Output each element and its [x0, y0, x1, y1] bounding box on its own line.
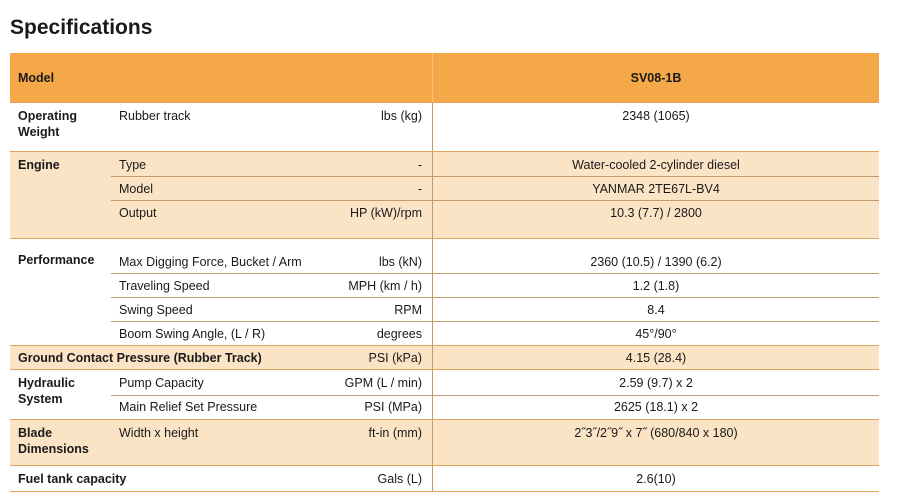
- unit-pump-capacity: GPM (L / min): [344, 376, 422, 390]
- table-header-row: [10, 53, 879, 102]
- unit-blade-dimensions: ft-in (mm): [368, 426, 422, 440]
- header-model-label: Model: [18, 71, 55, 85]
- group-engine: Engine: [18, 158, 60, 172]
- unit-engine-output: HP (kW)/rpm: [350, 206, 422, 220]
- row-blade-dimensions: [10, 419, 879, 465]
- group-operating-weight: Operating Weight: [18, 109, 78, 139]
- value-ground-contact-pressure: 4.15 (28.4): [625, 351, 687, 365]
- row-engine: [10, 151, 879, 238]
- page-title: Specifications: [10, 16, 153, 39]
- value-swing-speed: 8.4: [647, 303, 665, 317]
- unit-boom-swing-angle: degrees: [376, 327, 422, 341]
- value-pump-capacity: 2.59 (9.7) x 2: [619, 376, 693, 390]
- row-performance: [10, 238, 879, 345]
- unit-swing-speed: RPM: [394, 303, 422, 317]
- value-engine-output: 10.3 (7.7) / 2800: [610, 206, 702, 220]
- item-traveling-speed: Traveling Speed: [119, 279, 210, 293]
- item-swing-speed: Swing Speed: [119, 303, 193, 317]
- header-model-value: SV08-1B: [630, 71, 682, 85]
- unit-engine-type: -: [417, 158, 422, 172]
- value-blade-dimensions: 2˝3˝/2˝9˝ x 7˝ (680/840 x 180): [574, 426, 738, 440]
- row-fuel-tank-capacity: [10, 465, 879, 492]
- value-engine-model: YANMAR 2TE67L-BV4: [592, 182, 720, 196]
- value-engine-type: Water-cooled 2-cylinder diesel: [572, 158, 740, 172]
- group-ground-contact-pressure: Ground Contact Pressure (Rubber Track): [18, 351, 262, 365]
- group-fuel-tank-capacity: Fuel tank capacity: [18, 472, 127, 486]
- unit-traveling-speed: MPH (km / h): [348, 279, 422, 293]
- item-boom-swing-angle: Boom Swing Angle, (L / R): [119, 327, 266, 341]
- group-performance: Performance: [18, 253, 95, 267]
- value-traveling-speed: 1.2 (1.8): [632, 279, 680, 293]
- value-max-digging-force: 2360 (10.5) / 1390 (6.2): [590, 255, 722, 269]
- group-hydraulic-system: Hydraulic System: [18, 376, 75, 406]
- item-rubber-track: Rubber track: [119, 109, 191, 123]
- value-boom-swing-angle: 45°/90°: [635, 327, 677, 341]
- unit-max-digging-force: lbs (kN): [378, 255, 422, 269]
- unit-engine-model: -: [417, 182, 422, 196]
- item-main-relief-pressure: Main Relief Set Pressure: [119, 400, 258, 414]
- row-operating-weight: [10, 102, 879, 151]
- item-engine-model: Model: [119, 182, 154, 196]
- value-main-relief-pressure: 2625 (18.1) x 2: [613, 400, 699, 414]
- row-ground-contact-pressure: [10, 345, 879, 369]
- specifications-table: [10, 53, 879, 493]
- item-max-digging-force: Max Digging Force, Bucket / Arm: [119, 255, 302, 269]
- unit-main-relief-pressure: PSI (MPa): [364, 400, 422, 414]
- unit-operating-weight: lbs (kg): [381, 109, 422, 123]
- unit-fuel-tank-capacity: Gals (L): [377, 472, 422, 486]
- value-fuel-tank-capacity: 2.6(10): [636, 472, 676, 486]
- group-blade-dimensions: Blade Dimensions: [18, 426, 89, 456]
- unit-ground-contact-pressure: PSI (kPa): [368, 351, 422, 365]
- item-pump-capacity: Pump Capacity: [119, 376, 204, 390]
- item-width-height: Width x height: [119, 426, 199, 440]
- row-hydraulic-system: [10, 369, 879, 419]
- item-engine-output: Output: [119, 206, 157, 220]
- item-engine-type: Type: [119, 158, 147, 172]
- value-operating-weight: 2348 (1065): [622, 109, 690, 123]
